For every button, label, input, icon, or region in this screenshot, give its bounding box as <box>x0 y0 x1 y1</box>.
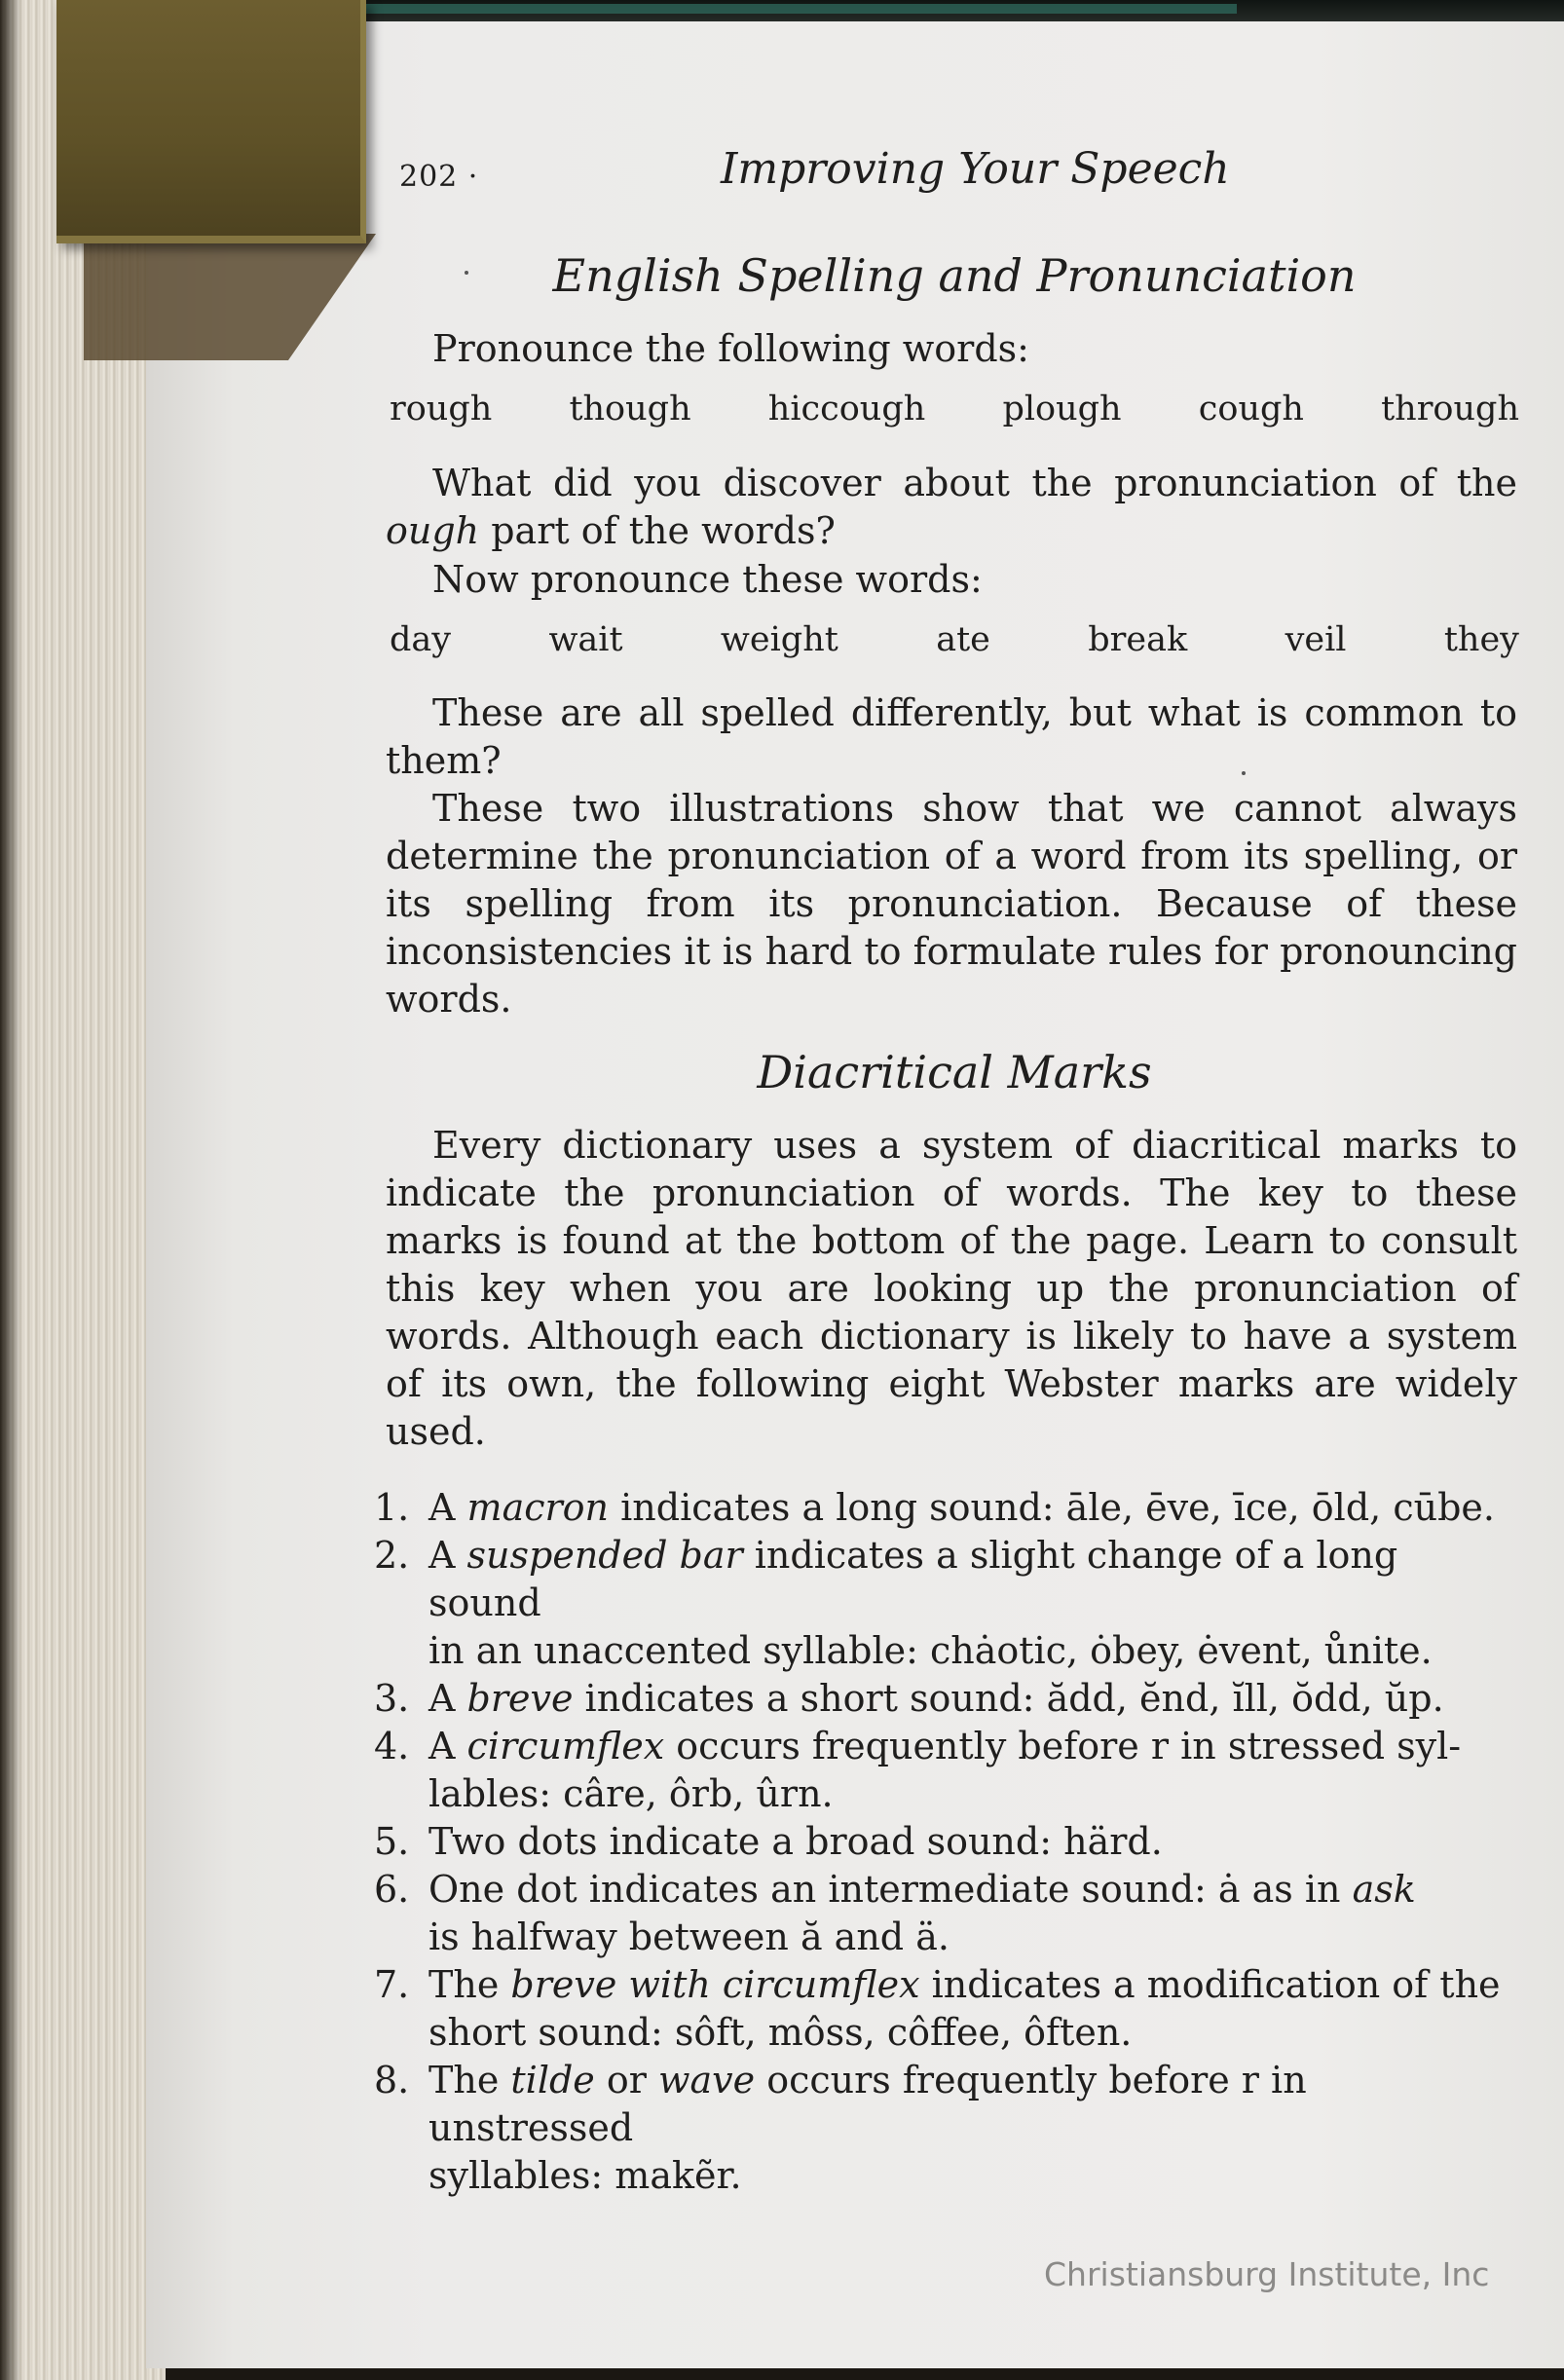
list-item <box>374 2057 1519 2200</box>
word: hiccough <box>767 390 926 428</box>
list-item <box>374 1675 1519 1723</box>
word: they <box>1443 620 1519 659</box>
list-item <box>374 1961 1519 2057</box>
item-text: occurs frequently before r in unstressed <box>428 2059 1307 2149</box>
word: veil <box>1285 620 1347 659</box>
item-number: 7. <box>374 1963 410 2006</box>
item-term: suspended bar <box>466 1534 743 1577</box>
item-continuation: is halfway between ă and ä. <box>428 1915 950 1958</box>
word: wait <box>548 620 623 659</box>
list-item <box>374 1723 1519 1818</box>
item-number: 2. <box>374 1534 410 1577</box>
item-term: circumflex <box>466 1725 665 1767</box>
item-continuation: lables: câre, ôrb, ûrn. <box>428 1772 834 1815</box>
diacritical-marks-list <box>374 1484 1519 2200</box>
item-text: A <box>428 1677 467 1720</box>
intro-text: Pronounce the following words: <box>432 327 1029 370</box>
running-head <box>399 144 1519 203</box>
item-text: One dot indicates an intermediate sound: ȧ as in <box>428 1868 1353 1911</box>
item-continuation: in an unaccented syllable: chȧotic, ȯbey, ėvent, ůnite. <box>428 1629 1433 1672</box>
item-text: or <box>594 2059 658 2101</box>
list-item <box>374 1818 1519 1866</box>
item-text: A <box>428 1486 467 1529</box>
section-heading-diacritical: Diacritical Marks <box>757 1046 1152 1098</box>
word: cough <box>1198 390 1304 428</box>
item-number: 8. <box>374 2059 410 2101</box>
section-heading-spelling: English Spelling and Pronunciation <box>552 249 1357 302</box>
ink-speck <box>465 271 468 275</box>
item-text: A <box>428 1725 467 1767</box>
watermark: Christiansburg Institute, Inc <box>1044 2255 1490 2293</box>
word: ate <box>936 620 990 659</box>
bookmark-tab <box>56 0 366 243</box>
item-continuation: short sound: sôft, môss, côffee, ôften. <box>428 2011 1133 2054</box>
item-term: breve <box>466 1677 574 1720</box>
question-common: These are all spelled differently, but what is common to them? <box>386 691 1517 782</box>
diacritical-paragraph: Every dictionary uses a system of diacritical marks to indicate the pronunciation of words. The key to these marks is found at the bottom of the page. Learn to consult this key when you are looking up the pronunciation of words. Although each dictionary is likely to have a system of its own, the following eight Webster marks are widely used. <box>386 1124 1517 1453</box>
word: break <box>1088 620 1188 659</box>
word-row-long-a <box>390 620 1519 659</box>
item-number: 6. <box>374 1868 410 1911</box>
question-text-end: part of the words? <box>479 509 836 552</box>
list-item <box>374 1866 1519 1961</box>
intro-text-2: Now pronounce these words: <box>432 558 983 601</box>
item-continuation: syllables: makẽr. <box>428 2154 742 2197</box>
item-number: 1. <box>374 1486 410 1529</box>
running-title: Improving Your Speech <box>721 144 1230 194</box>
word: though <box>569 390 691 428</box>
item-text: Two dots indicate a broad sound: härd. <box>428 1820 1163 1863</box>
item-number: 3. <box>374 1677 410 1720</box>
item-term: tilde <box>510 2059 595 2101</box>
question-ough <box>386 460 1517 555</box>
conclusion-paragraph: These two illustrations show that we cannot always determine the pronunciation of a word from its spelling, or its spelling from its pronunciation. Because of these inconsistencies it is hard to formulate rules for pronouncing words. <box>386 787 1517 1021</box>
word: day <box>390 620 452 659</box>
page-number: 202 · <box>399 160 479 194</box>
item-text: The <box>428 1963 511 2006</box>
word: plough <box>1002 390 1122 428</box>
item-text: occurs frequently before r in stressed syl- <box>664 1725 1462 1767</box>
ink-speck <box>1242 771 1246 775</box>
word: rough <box>390 390 493 428</box>
item-text: indicates a short sound: ădd, ĕnd, ĭll, ŏdd, ŭp. <box>573 1677 1444 1720</box>
item-term: macron <box>466 1486 610 1529</box>
item-term: ask <box>1352 1868 1416 1911</box>
item-text: A <box>428 1534 467 1577</box>
list-item <box>374 1484 1519 1532</box>
word: weight <box>720 620 838 659</box>
item-text: The <box>428 2059 511 2101</box>
question-text: What did you discover about the pronunciation of the <box>432 462 1517 504</box>
cover-strip <box>360 4 1237 14</box>
item-number: 5. <box>374 1820 410 1863</box>
edge-shadow <box>0 0 21 2380</box>
word: through <box>1381 390 1519 428</box>
item-text: indicates a slight change of a long sound <box>428 1534 1398 1624</box>
word-row-ough <box>390 390 1519 428</box>
item-text: indicates a modification of the <box>919 1963 1501 2006</box>
item-term: breve with circumflex <box>510 1963 920 2006</box>
item-text: indicates a long sound: āle, ēve, īce, ōld, cūbe. <box>609 1486 1495 1529</box>
list-item <box>374 1532 1519 1675</box>
item-term: wave <box>657 2059 756 2101</box>
item-number: 4. <box>374 1725 410 1767</box>
question-italic: ough <box>386 509 480 552</box>
